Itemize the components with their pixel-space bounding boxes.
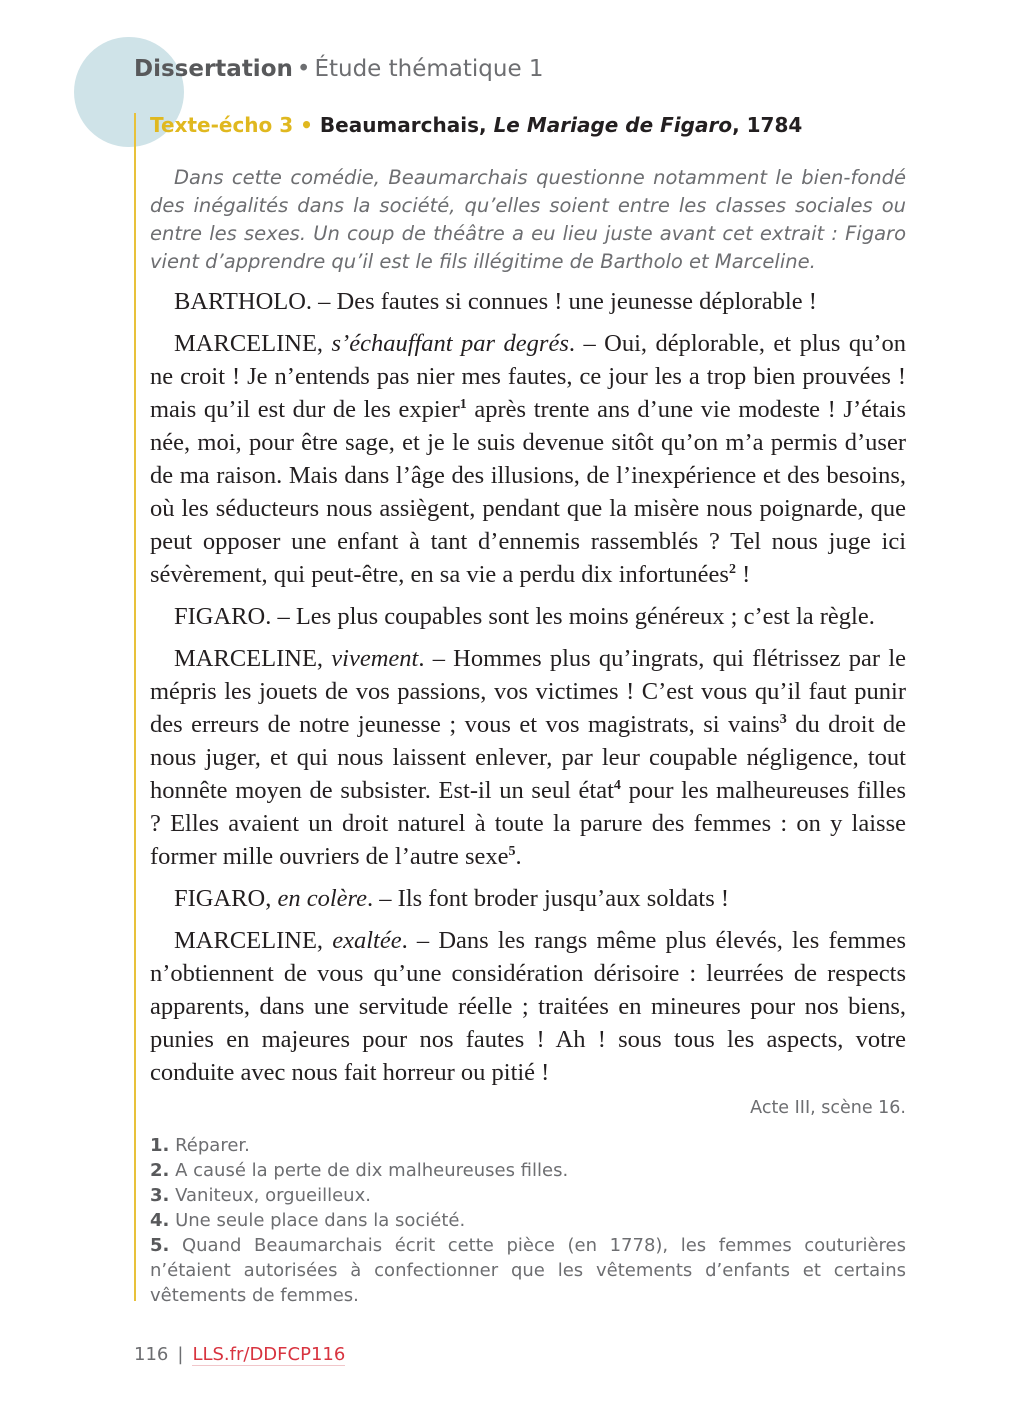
footnote-3 — [150, 1183, 906, 1208]
footnote-number: 1. — [150, 1135, 170, 1156]
speaker: FIGARO. — [174, 603, 272, 630]
footnote-text: Une seule place dans la société. — [169, 1210, 466, 1231]
header-subtitle: Étude thématique 1 — [314, 56, 544, 82]
speech-text: – Les plus coupables sont les moins généreux ; c’est la règle. — [271, 603, 875, 630]
speech-marceline-1 — [150, 327, 906, 591]
footnote-ref-2: 2 — [728, 562, 736, 577]
speech-marceline-3 — [150, 924, 906, 1089]
speaker: BARTHOLO. — [174, 288, 313, 315]
text-title — [150, 113, 802, 137]
stage-direction: s’échauffant par degrés — [331, 330, 569, 357]
footnote-ref-3: 3 — [779, 712, 787, 727]
footnote-2 — [150, 1158, 906, 1183]
footnote-number: 3. — [150, 1185, 170, 1206]
stage-direction: en colère — [277, 885, 368, 912]
text-echo-label: Texte-écho 3 — [150, 113, 294, 137]
page-header — [134, 56, 544, 82]
header-category: Dissertation — [134, 56, 293, 82]
speech-text: pour les malheureuses filles ? Elles avaient un droit naturel à toute la parure des femmes : on y laisse former mille ouvriers de l’autre sexe — [150, 777, 906, 870]
speaker: MARCELINE, — [174, 645, 324, 672]
author-name: Beaumarchais, — [319, 113, 487, 137]
footnotes — [150, 1133, 906, 1308]
resource-link[interactable]: LLS.fr/DDFCP116 — [192, 1344, 346, 1365]
stage-direction: exaltée — [332, 927, 402, 954]
scene-reference: Acte III, scène 16. — [750, 1098, 906, 1118]
footnote-ref-5: 5 — [508, 844, 516, 859]
footnote-number: 5. — [150, 1235, 170, 1256]
footnote-ref-1: 1 — [459, 397, 467, 412]
footer-separator: | — [177, 1344, 184, 1365]
header-separator: • — [296, 56, 311, 82]
speech-text: – Des fautes si connues ! une jeunesse déplorable ! — [312, 288, 817, 315]
page-footer — [134, 1344, 345, 1365]
speech-figaro-2 — [150, 882, 906, 915]
speech-bartholo — [150, 285, 906, 318]
speech-text: . – Dans les rangs même plus élevés, les femmes n’obtiennent de vous qu’une considération dérisoire : leurrées de respects apparents, dans une servitude réelle ; traitées en mineures pour nos biens, punies en majeures pour nos fautes ! Ah ! sous tous les aspects, votre conduite avec nous fait horreur ou pitié ! — [150, 927, 907, 1086]
speech-marceline-2 — [150, 642, 906, 873]
speaker: MARCELINE, — [174, 330, 324, 357]
margin-rule — [134, 113, 136, 1301]
speaker: MARCELINE, — [174, 927, 324, 954]
intro-paragraph: Dans cette comédie, Beaumarchais questionne notamment le bien-fondé des inégalités dans la société, qu’elles soient entre les classes sociales ou entre les sexes. Un coup de théâtre a eu lieu juste avant cet extrait : Figaro vient d’apprendre qu’il est le fils illégitime de Bartholo et Marceline. — [150, 166, 906, 273]
speech-text: ! — [735, 561, 751, 588]
page-number: 116 — [134, 1344, 169, 1365]
speech-figaro-1 — [150, 600, 906, 633]
footnote-text: Vaniteux, orgueilleux. — [169, 1185, 371, 1206]
footnote-text: Réparer. — [169, 1135, 250, 1156]
speech-text: après trente ans d’une vie modeste ! J’étais née, moi, pour être sage, et je le suis devenue sitôt qu’on m’a permis d’user de ma raison. Mais dans l’âge des illusions, de l’inexpérience et des besoins, où les séducteurs nous assiègent, pendant que la misère nous poignarde, que peut opposer une enfant à tant d’ennemis rassemblés ? Tel nous juge ici sévèrement, qui peut-être, en sa vie a perdu dix infortunées — [150, 396, 906, 588]
work-year: , 1784 — [732, 113, 803, 137]
speech-text: . — [515, 843, 522, 870]
speech-text: . – Ils font broder jusqu’aux soldats ! — [367, 885, 730, 912]
footnote-number: 2. — [150, 1160, 170, 1181]
footnote-text: A causé la perte de dix malheureuses filles. — [169, 1160, 569, 1181]
speaker: FIGARO, — [174, 885, 272, 912]
speech-text: du droit de nous juger, et qui nous laissent enlever, par leur coupable négligence, tout honnête moyen de subsister. Est-il un seul état — [150, 711, 906, 804]
title-separator: • — [300, 113, 313, 137]
stage-direction: vivement — [331, 645, 419, 672]
footnote-4 — [150, 1208, 906, 1233]
speech-text: . – Oui, déplorable, et plus qu’on ne croit ! Je n’entends pas nier mes fautes, ce jour les a trop bien prouvées ! mais qu’il est dur de les expier — [150, 330, 907, 423]
work-title: Le Mariage de Figaro — [493, 113, 733, 137]
speech-text: . – Hommes plus qu’ingrats, qui flétrissez par le mépris les jouets de vos passions, vos victimes ! C’est vous qu’il faut punir des erreurs de notre jeunesse ; vous et vos magistrats, si vains — [150, 645, 906, 738]
footnote-ref-4: 4 — [613, 778, 621, 793]
footnote-number: 4. — [150, 1210, 170, 1231]
footnote-5 — [150, 1233, 906, 1308]
play-excerpt — [150, 285, 906, 1098]
footnote-1 — [150, 1133, 906, 1158]
footnote-text: Quand Beaumarchais écrit cette pièce (en 1778), les femmes couturières n’étaient autorisées à confectionner que les vêtements d’enfants et certains vêtements de femmes. — [150, 1235, 906, 1306]
